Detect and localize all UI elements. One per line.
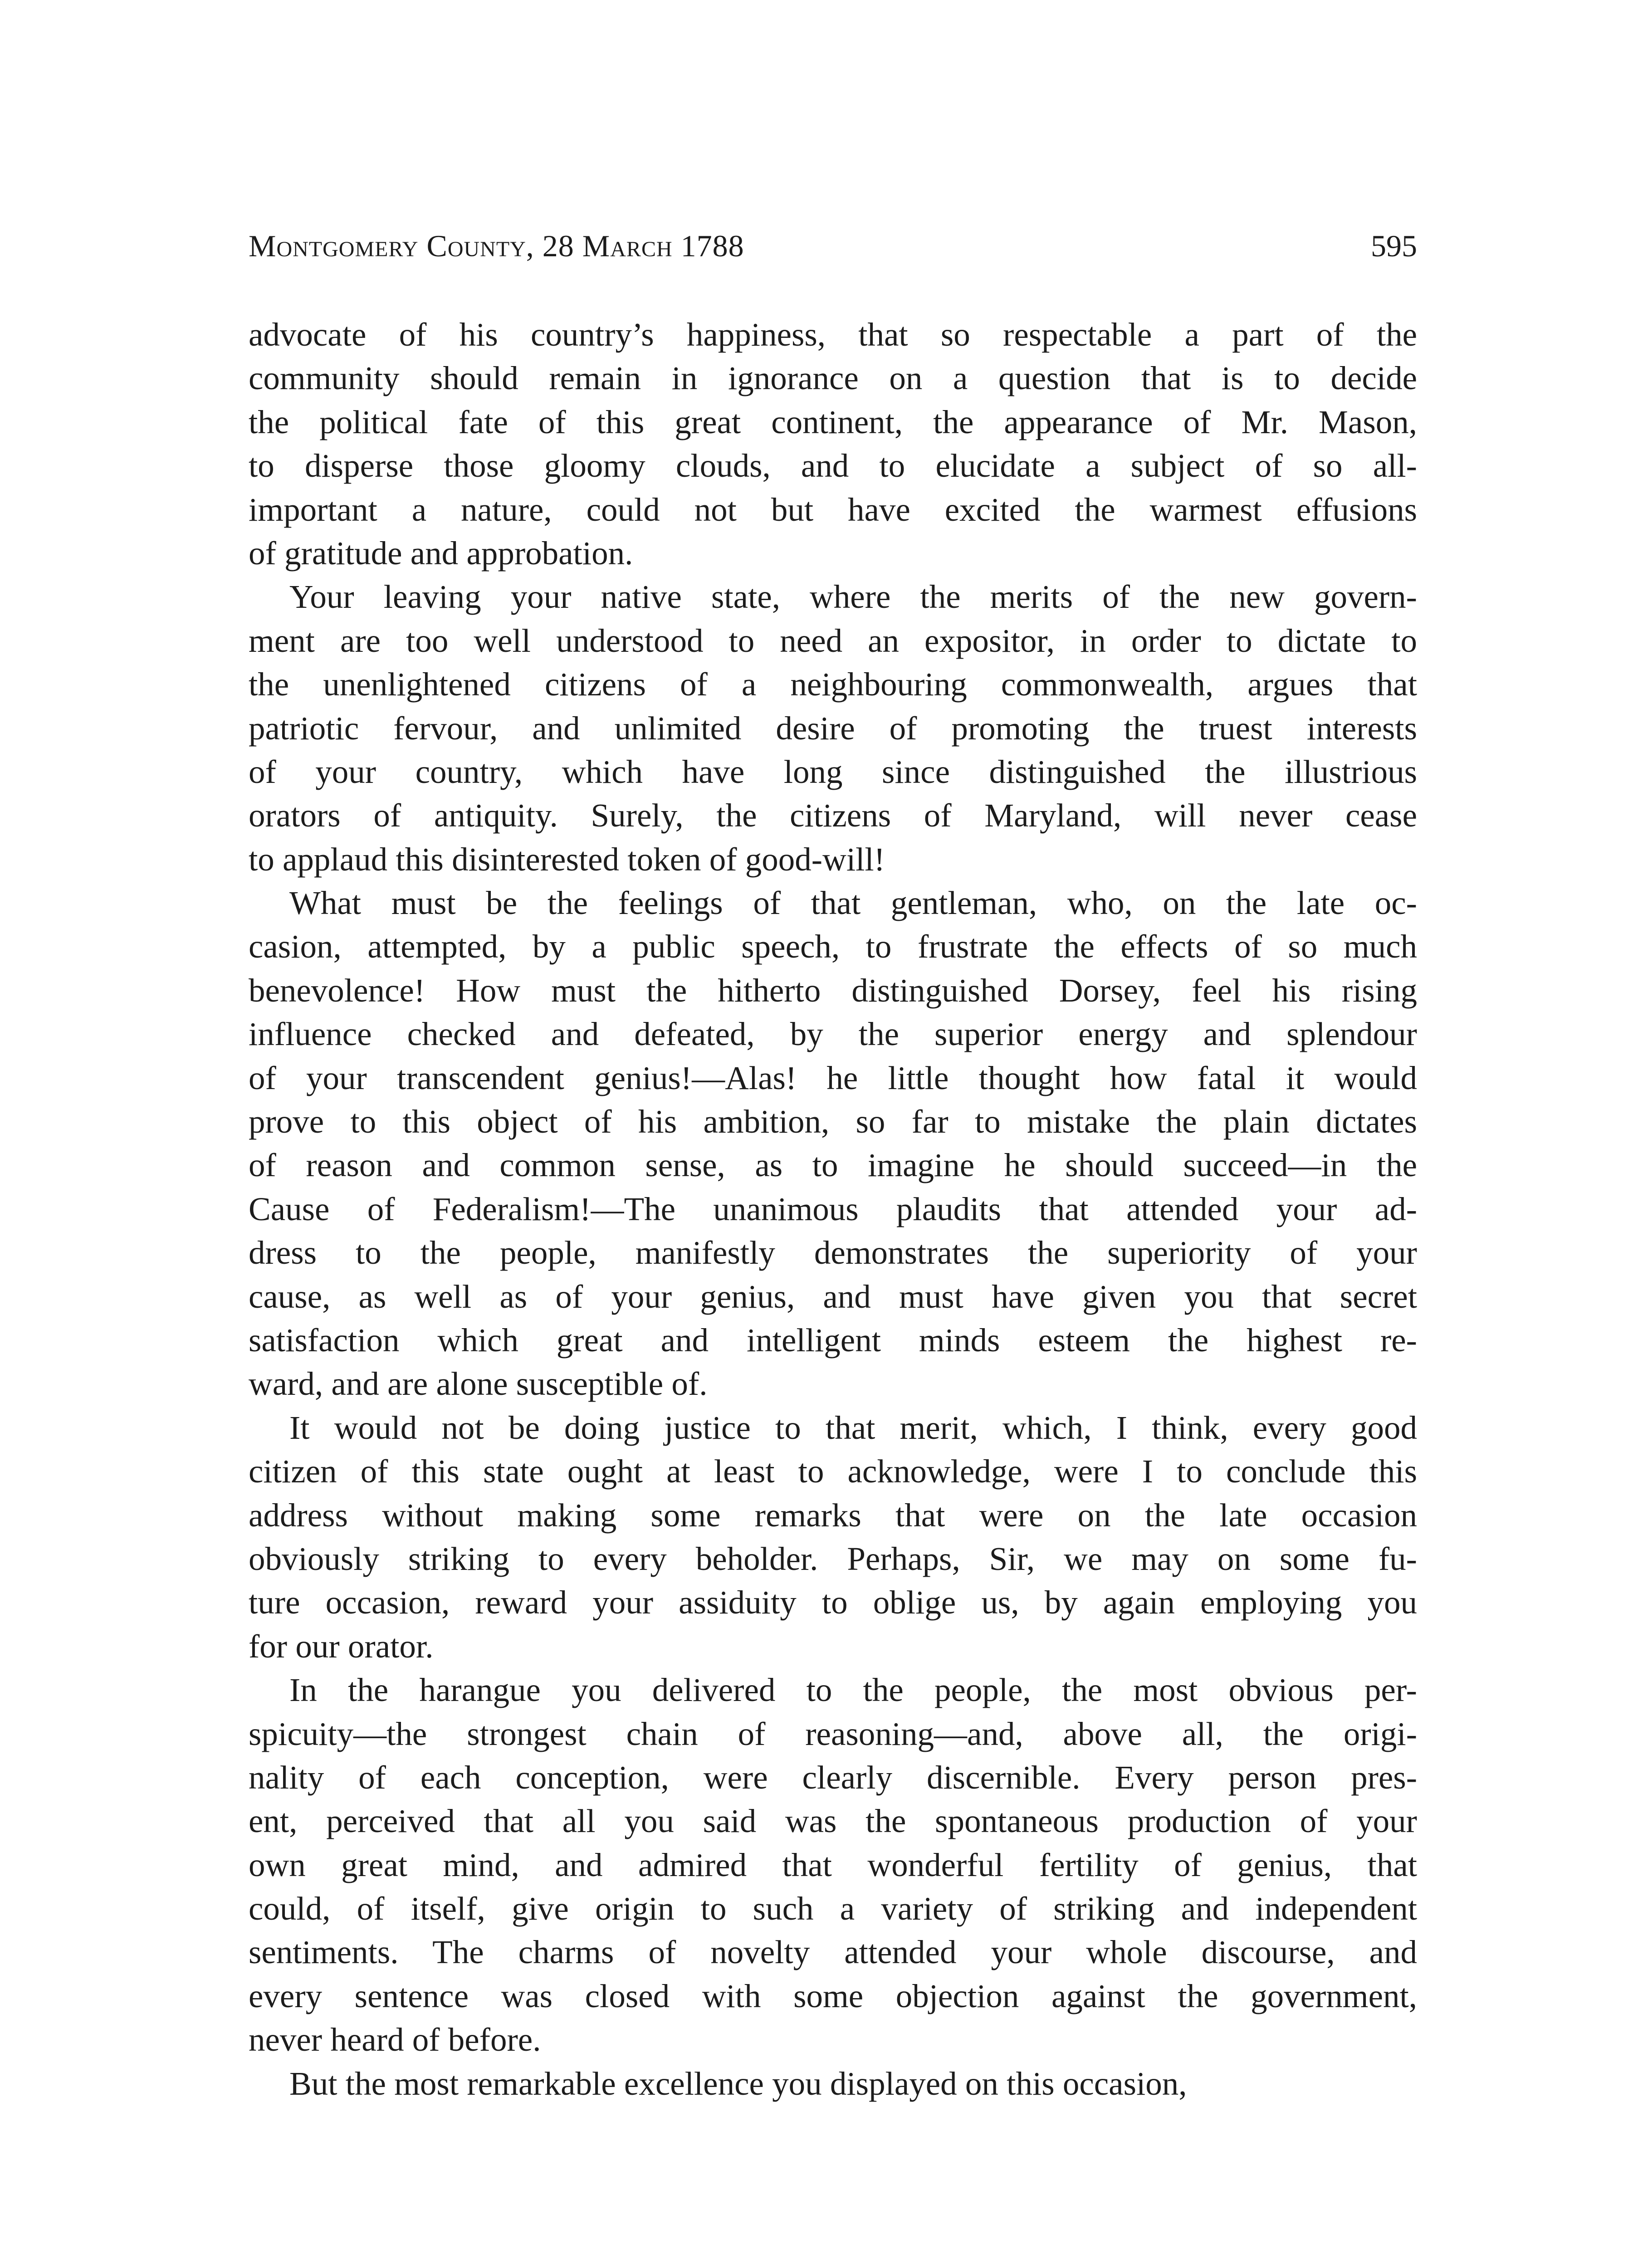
text-line: could, of itself, give origin to such a variety of striking and independent bbox=[249, 1890, 1417, 1927]
paragraph-5 bbox=[249, 1668, 1417, 2062]
text-line: important a nature, could not but have excited the warmest effusions bbox=[249, 491, 1417, 528]
text-line: benevolence! How must the hitherto distinguished Dorsey, feel his rising bbox=[249, 972, 1417, 1009]
text-line: of reason and common sense, as to imagine he should succeed—in the bbox=[249, 1147, 1417, 1184]
text-line: to applaud this disinterested token of good-will! bbox=[249, 841, 885, 878]
text-line: ment are too well understood to need an expositor, in order to dictate to bbox=[249, 622, 1417, 659]
paragraph-6 bbox=[249, 2062, 1417, 2106]
text-line: sentiments. The charms of novelty attended your whole discourse, and bbox=[249, 1934, 1417, 1971]
text-line: the political fate of this great continent, the appearance of Mr. Mason, bbox=[249, 403, 1417, 440]
text-line: prove to this object of his ambition, so far to mistake the plain dictates bbox=[249, 1103, 1417, 1140]
text-line: address without making some remarks that were on the late occasion bbox=[249, 1496, 1417, 1534]
paragraph-4 bbox=[249, 1406, 1417, 1668]
text-line: cause, as well as of your genius, and must have given you that secret bbox=[249, 1278, 1417, 1315]
text-line: every sentence was closed with some objection against the government, bbox=[249, 1977, 1417, 2014]
text-line: But the most remarkable excellence you displayed on this occasion, bbox=[289, 2065, 1187, 2102]
text-line: nality of each conception, were clearly discernible. Every person pres- bbox=[249, 1759, 1417, 1796]
text-line: ward, and are alone susceptible of. bbox=[249, 1365, 708, 1403]
text-line: never heard of before. bbox=[249, 2021, 541, 2058]
running-head-title: Montgomery County, 28 March 1788 bbox=[249, 229, 744, 263]
text-line: In the harangue you delivered to the people, the most obvious per- bbox=[289, 1672, 1417, 1709]
text-line: Your leaving your native state, where the merits of the new govern- bbox=[289, 578, 1417, 616]
text-line: ent, perceived that all you said was the spontaneous production of your bbox=[249, 1803, 1417, 1840]
text-line: ture occasion, reward your assiduity to oblige us, by again employing you bbox=[249, 1584, 1417, 1621]
paragraph-3 bbox=[249, 881, 1417, 1406]
text-line: of your country, which have long since distinguished the illustrious bbox=[249, 753, 1417, 790]
paragraph-2 bbox=[249, 575, 1417, 881]
text-line: influence checked and defeated, by the superior energy and splendour bbox=[249, 1016, 1417, 1053]
paragraph-1 bbox=[249, 313, 1417, 575]
text-line: community should remain in ignorance on a question that is to decide bbox=[249, 360, 1417, 397]
text-line: orators of antiquity. Surely, the citizens of Maryland, will never cease bbox=[249, 797, 1417, 834]
text-line: for our orator. bbox=[249, 1628, 434, 1665]
text-line: What must be the feelings of that gentleman, who, on the late oc- bbox=[289, 885, 1417, 922]
text-line: patriotic fervour, and unlimited desire of promoting the truest interests bbox=[249, 709, 1417, 747]
text-line: citizen of this state ought at least to acknowledge, were I to conclude this bbox=[249, 1453, 1417, 1490]
text-line: Cause of Federalism!—The unanimous plaudits that attended your ad- bbox=[249, 1190, 1417, 1227]
text-line: own great mind, and admired that wonderful fertility of genius, that bbox=[249, 1846, 1417, 1883]
text-line: dress to the people, manifestly demonstrates the superiority of your bbox=[249, 1234, 1417, 1271]
body-text bbox=[249, 313, 1417, 2106]
text-line: satisfaction which great and intelligent minds esteem the highest re- bbox=[249, 1321, 1417, 1359]
text-line: of gratitude and approbation. bbox=[249, 534, 633, 572]
running-head bbox=[249, 223, 1417, 269]
text-line: casion, attempted, by a public speech, to frustrate the effects of so much bbox=[249, 928, 1417, 965]
text-line: of your transcendent genius!—Alas! he little thought how fatal it would bbox=[249, 1059, 1417, 1096]
text-line: advocate of his country’s happiness, that so respectable a part of the bbox=[249, 316, 1417, 353]
text-line: obviously striking to every beholder. Perhaps, Sir, we may on some fu- bbox=[249, 1540, 1417, 1577]
page-number: 595 bbox=[1371, 229, 1417, 263]
text-line: spicuity—the strongest chain of reasoning—and, above all, the origi- bbox=[249, 1715, 1417, 1752]
text-line: the unenlightened citizens of a neighbouring commonwealth, argues that bbox=[249, 666, 1417, 703]
text-line: to disperse those gloomy clouds, and to elucidate a subject of so all- bbox=[249, 447, 1417, 484]
text-line: It would not be doing justice to that merit, which, I think, every good bbox=[289, 1409, 1417, 1446]
